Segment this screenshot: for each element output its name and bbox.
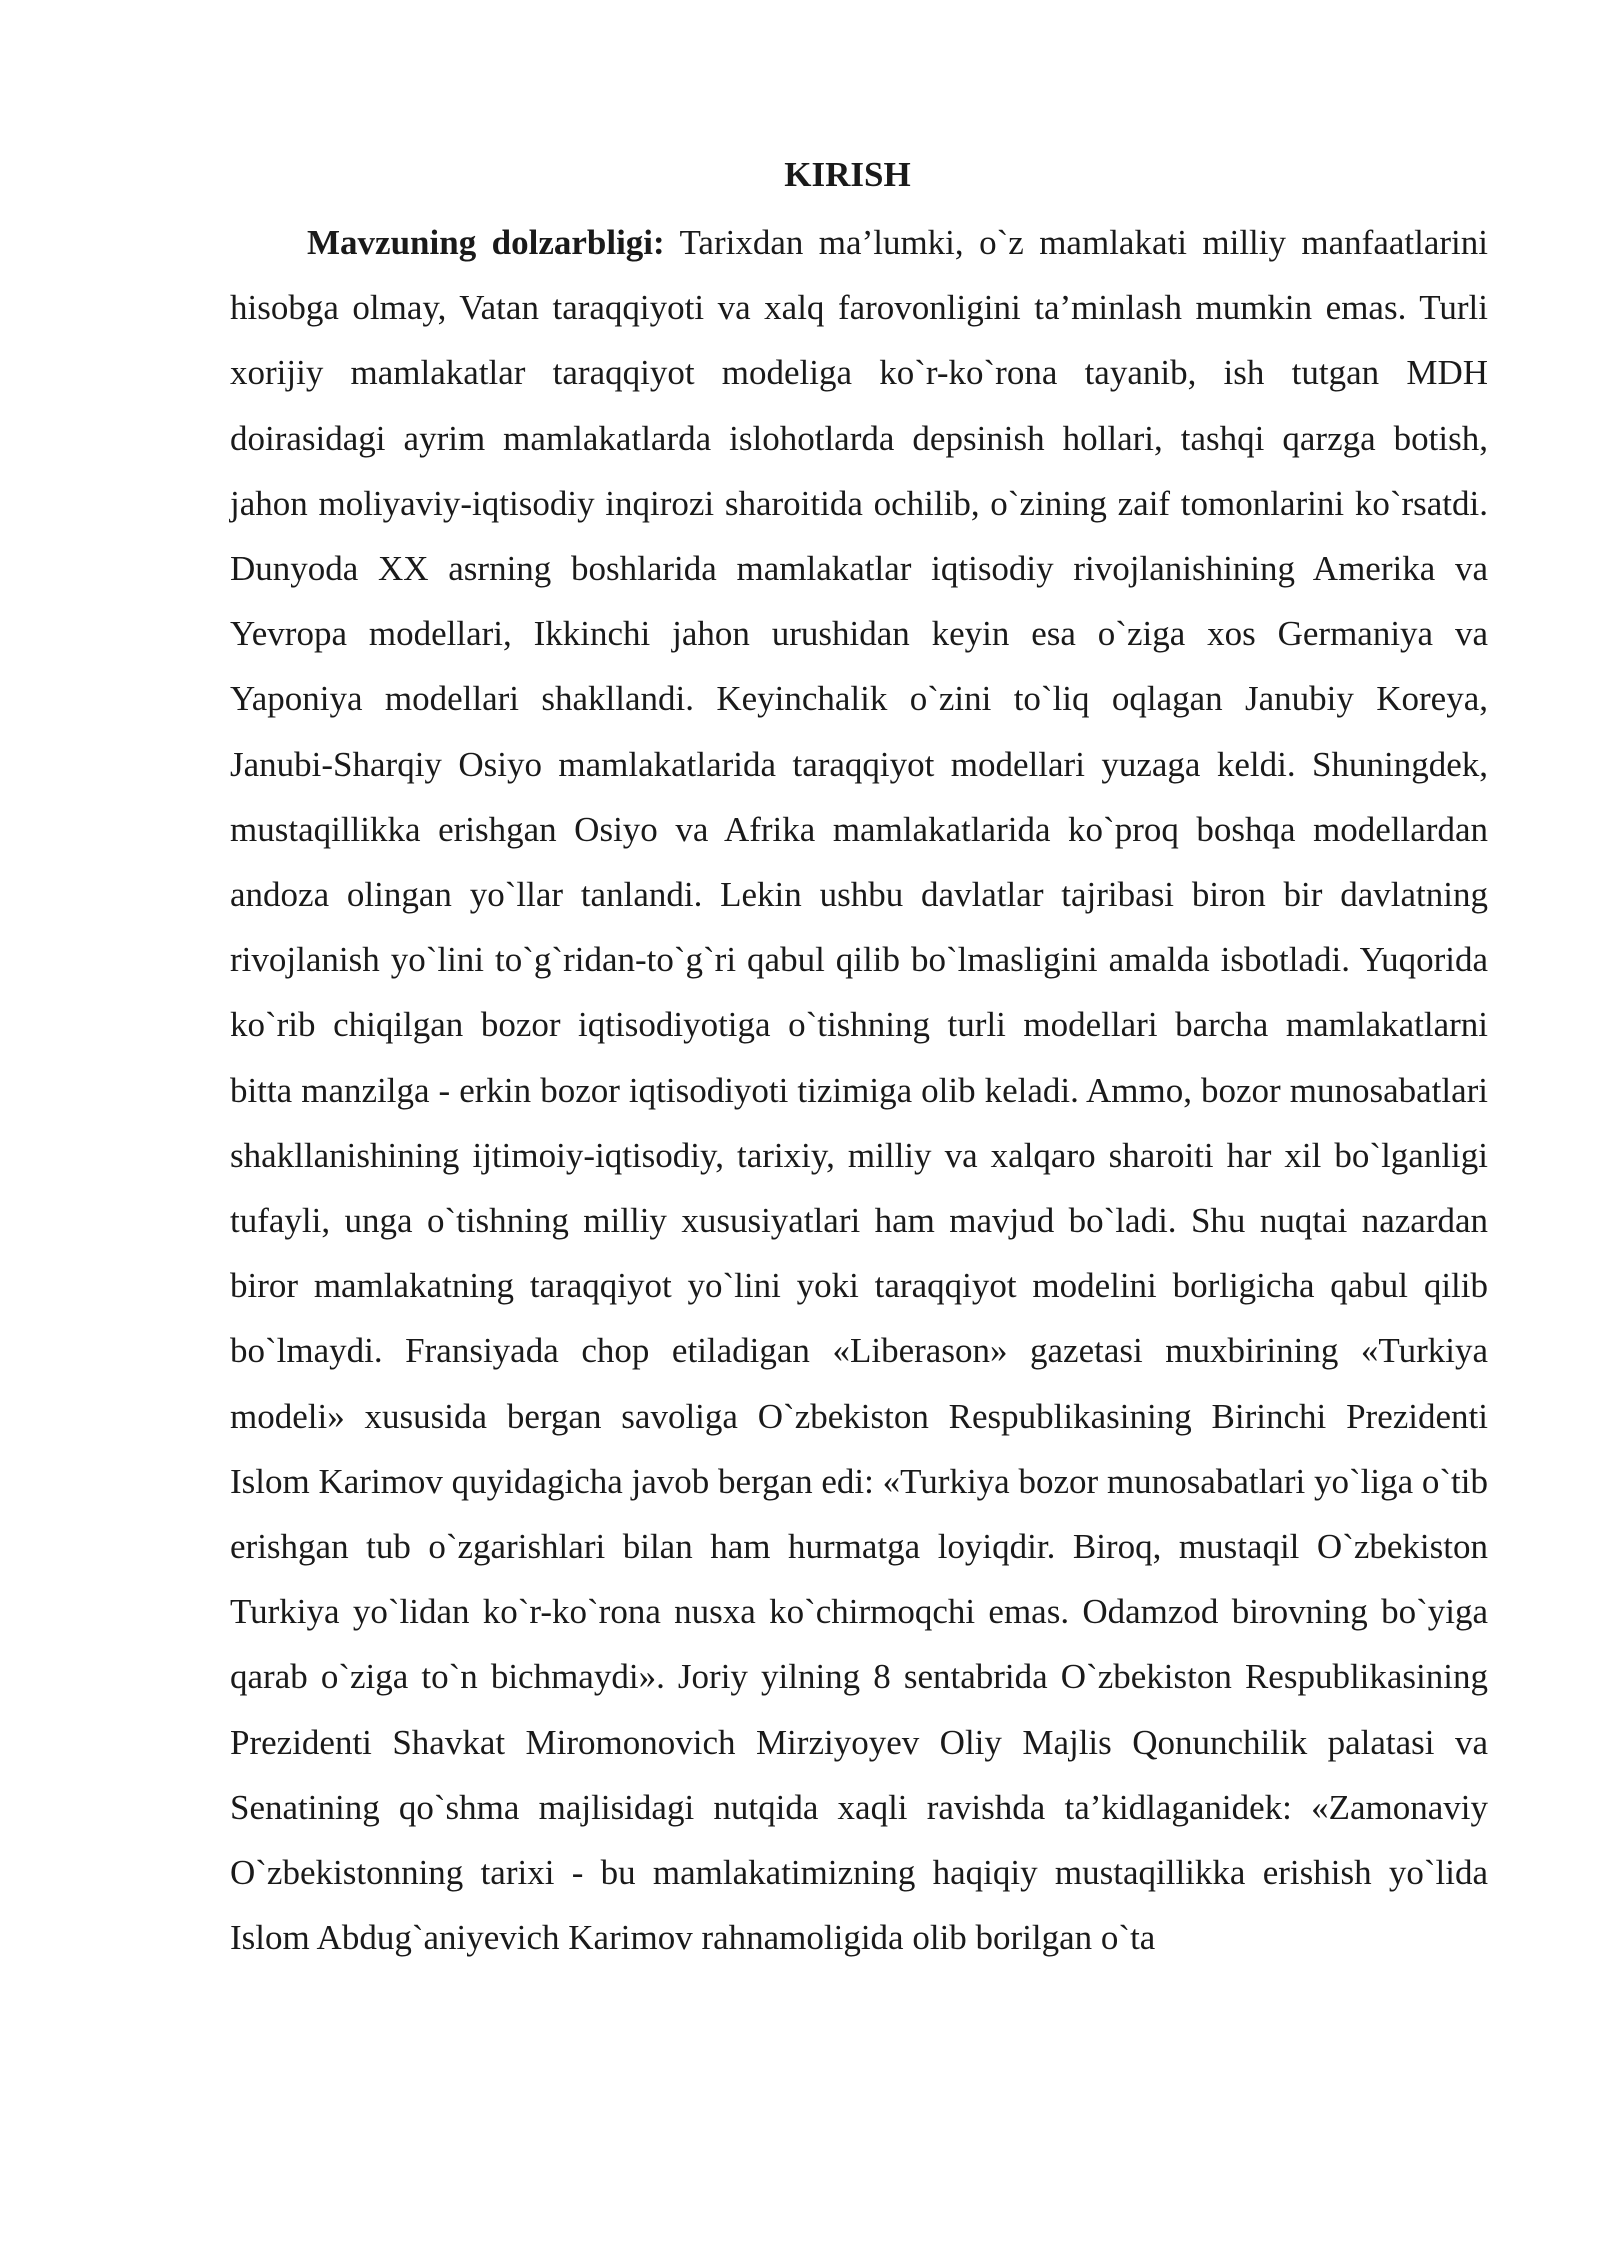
page-heading: KIRISH — [784, 155, 911, 194]
lead-label: Mavzuning dolzarbligi: — [307, 223, 665, 262]
paragraph-text: Tarixdan ma’lumki, o`z mamlakati milliy manfaatlarini hisobga olmay, Vatan taraqqiyoti va xalq farovonligini ta’minlash mumkin emas. Turli xorijiy mamlakatlar taraqqiyot modeliga ko`r-ko`rona tayanib, ish tutgan MDH doirasidagi ayrim mamlakatlarda islohotlarda depsinish hollari, tashqi qarzga botish, jahon moliyaviy-iqtisodiy inqirozi sharoitida ochilib, o`zining zaif tomonlarini ko`rsatdi. Dunyoda XX asrning boshlarida mamlakatlar iqtisodiy rivojlanishining Amerika va Yevropa modellari, Ikkinchi jahon urushidan keyin esa o`ziga xos Germaniya va Yaponiya modellari shakllandi. Keyinchalik o`zini to`liq oqlagan Janubiy Koreya, Janubi-Sharqiy Osiyo mamlakatlarida taraqqiyot modellari yuzaga keldi. Shuningdek, mustaqillikka erishgan Osiyo va Afrika mamlakatlarida ko`proq boshqa modellardan andoza olingan yo`llar tanlandi. Lekin ushbu davlatlar tajribasi biron bir davlatning rivojlanish yo`lini to`g`ridan-to`g`ri qabul qilib bo`lmasligini amalda isbotladi. Yuqorida ko`rib chiqilgan bozor iqtisodiyotiga o`tishning turli modellari barcha mamlakatlarni bitta manzilga - erkin bozor iqtisodiyoti tizimiga olib keladi. Ammo, bozor munosabatlari shakllanishining ijtimoiy-iqtisodiy, tarixiy, milliy va xalqaro sharoiti har xil bo`lganligi tufayli, unga o`tishning milliy xususiyatlari ham mavjud bo`ladi. Shu nuqtai nazardan biror mamlakatning taraqqiyot yo`lini yoki taraqqiyot modelini borligicha qabul qilib bo`lmaydi. Fransiyada chop etiladigan «Liberason» gazetasi muxbirining «Turkiya modeli» xususida bergan savoliga O`zbekiston Respublikasining Birinchi Prezidenti Islom Karimov quyidagicha javob bergan edi: «Turkiya bozor munosabatlari yo`liga o`tib erishgan tub o`zgarishlari bilan ham hurmatga loyiqdir. Biroq, mustaqil O`zbekiston Turkiya yo`lidan ko`r-ko`rona nusxa ko`chirmoqchi emas. Odamzod birovning bo`yiga qarab o`ziga to`n bichmaydi». Joriy yilning 8 sentabrida O`zbekiston Respublikasining Prezidenti Shavkat Miromonovich Mirziyoyev Oliy Majlis Qonunchilik palatasi va Senatining qo`shma majlisidagi nutqida xaqli ravishda ta’kidlaganidek: «Zamonaviy O`zbekistonning tarixi - bu mamlakatimizning haqiqiy mustaqillikka erishish yo`lida Islom Abdug`aniyevich Karimov rahnamoligida olib borilgan o`ta — [230, 223, 1488, 1958]
body-paragraph — [230, 210, 1488, 1970]
